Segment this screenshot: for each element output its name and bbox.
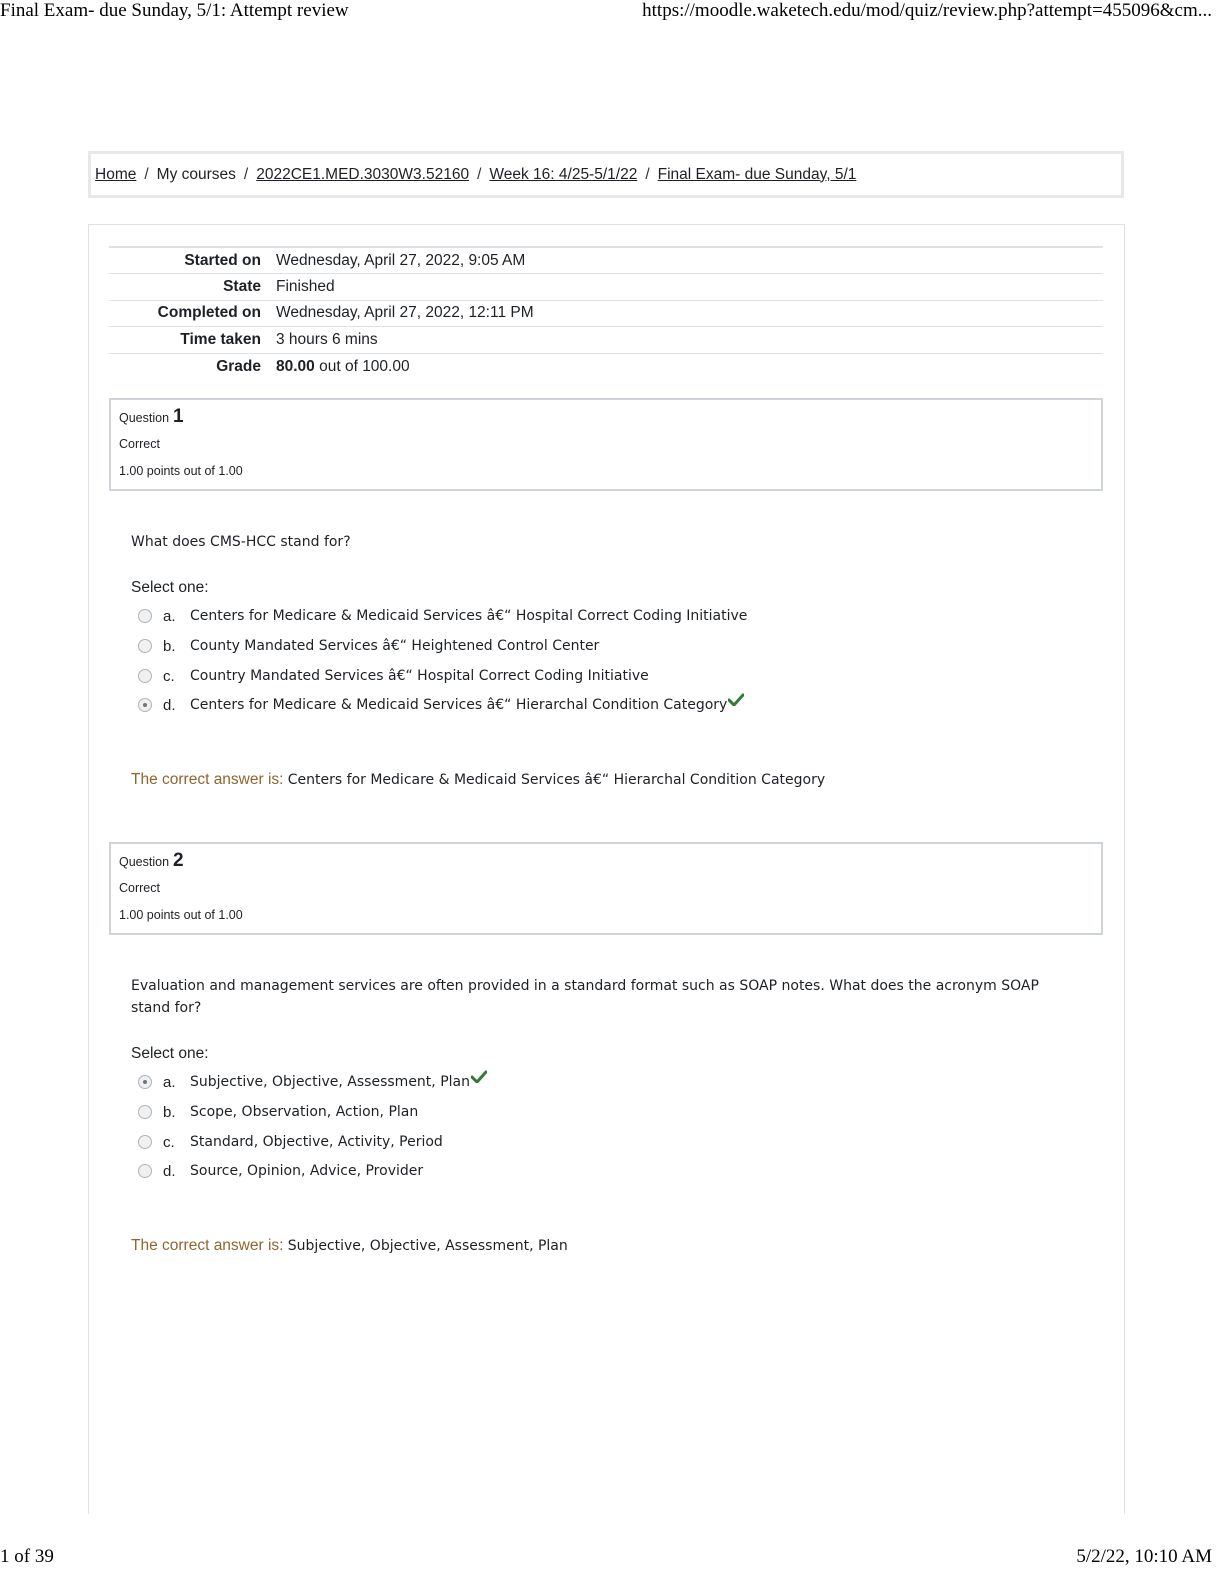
question-info-box [109,842,1103,935]
question-number-value: 1 [173,406,184,427]
answer-text: Source, Opinion, Advice, Provider [190,1163,424,1179]
answer-option[interactable] [138,605,747,627]
breadcrumb-home-link[interactable]: Home [95,165,137,183]
question-text [131,975,1081,1019]
radio-button[interactable] [138,1164,152,1178]
answer-option-selected[interactable] [138,694,744,716]
right-answer-label: The correct answer is: [131,1237,288,1254]
answer-letter: c. [163,667,175,685]
summary-value: Finished [276,277,335,295]
right-answer [131,1237,568,1255]
print-page-title: Final Exam- due Sunday, 5/1: Attempt review [0,0,349,21]
question-text-line: stand for? [131,1000,202,1016]
breadcrumb-course-link[interactable]: 2022CE1.MED.3030W3.52160 [256,165,470,183]
summary-label: Completed on [157,304,261,322]
answer-option[interactable] [138,635,599,657]
question-text: What does CMS-HCC stand for? [131,534,351,550]
breadcrumb-separator: / [144,165,149,183]
radio-button-checked[interactable] [138,698,152,712]
answer-letter: c. [163,1133,175,1151]
question-grade: 1.00 points out of 1.00 [119,464,243,478]
answer-letter: d. [163,696,176,714]
grade-score: 80.00 [276,357,315,375]
right-answer-text: Centers for Medicare & Medicaid Services â€“ Hierarchal Condition Category [287,772,826,788]
breadcrumb-separator: / [477,165,482,183]
answer-option[interactable] [138,1160,423,1182]
radio-button[interactable] [138,1135,152,1149]
correct-check-icon [471,1070,487,1086]
summary-label: Time taken [180,331,261,349]
print-page-url: https://moodle.waketech.edu/mod/quiz/review.php?attempt=455096&cm... [642,0,1212,21]
answer-option-selected[interactable] [138,1071,487,1093]
right-answer-label: The correct answer is: [131,771,288,788]
breadcrumb-quiz-link[interactable]: Final Exam- due Sunday, 5/1 [657,165,857,183]
answer-letter: b. [163,1103,176,1121]
answer-option[interactable] [138,1101,418,1123]
attempt-summary-table [109,246,1103,380]
radio-button[interactable] [138,1105,152,1119]
answer-text: Scope, Observation, Action, Plan [190,1104,419,1120]
answer-option[interactable] [138,1131,443,1153]
select-one-prompt: Select one: [131,1045,209,1062]
answer-text: Centers for Medicare & Medicaid Services â€“ Hierarchal Condition Category [190,697,728,713]
breadcrumb-my-courses: My courses [156,165,236,183]
summary-value: Wednesday, April 27, 2022, 9:05 AM [276,251,526,269]
question-label: Question [119,855,170,869]
question-grade: 1.00 points out of 1.00 [119,908,243,922]
grade-out-of: out of 100.00 [314,357,410,375]
answer-text: Centers for Medicare & Medicaid Services â€“ Hospital Correct Coding Initiative [190,608,748,624]
summary-label: Started on [184,251,261,269]
summary-value: Wednesday, April 27, 2022, 12:11 PM [276,304,534,322]
summary-label: State [223,277,261,295]
question-state: Correct [119,881,160,895]
breadcrumb-week-link[interactable]: Week 16: 4/25-5/1/22 [489,165,638,183]
breadcrumb-separator: / [243,165,249,183]
answer-text: Subjective, Objective, Assessment, Plan [190,1074,470,1090]
answer-letter: d. [163,1162,176,1180]
radio-button[interactable] [138,609,152,623]
summary-value: 3 hours 6 mins [276,331,378,349]
question-number [119,850,184,872]
question-label: Question [119,411,170,425]
print-datetime: 5/2/22, 10:10 AM [1076,1546,1212,1567]
radio-button[interactable] [138,669,152,683]
summary-value [276,353,1103,380]
answer-letter: a. [163,1073,176,1091]
question-state: Correct [119,437,160,451]
answer-text: County Mandated Services â€“ Heightened Control Center [190,638,600,654]
print-footer [0,1546,1224,1570]
breadcrumb [88,151,1124,198]
select-one-prompt: Select one: [131,579,209,596]
summary-row-state [109,274,1103,301]
answer-text: Standard, Objective, Activity, Period [190,1134,443,1150]
question-info-box [109,398,1103,491]
breadcrumb-separator: / [645,165,650,183]
summary-row-started [109,247,1103,274]
right-answer-text: Subjective, Objective, Assessment, Plan [287,1238,568,1254]
question-text-line: Evaluation and management services are often provided in a standard format such as SOAP notes. What does the acronym SOAP [131,978,1039,994]
correct-check-icon [728,693,744,709]
radio-button-checked[interactable] [138,1075,152,1089]
question-number-value: 2 [173,850,184,871]
print-header [0,0,1224,24]
question-number [119,406,184,428]
summary-row-time [109,327,1103,354]
answer-text: Country Mandated Services â€“ Hospital Correct Coding Initiative [190,668,649,684]
summary-row-completed [109,300,1103,327]
answer-letter: a. [163,607,176,625]
summary-label: Grade [216,357,261,375]
right-answer [131,771,825,789]
radio-button[interactable] [138,639,152,653]
summary-row-grade [109,353,1103,380]
answer-letter: b. [163,637,176,655]
answer-option[interactable] [138,665,649,687]
print-page-count: 1 of 39 [0,1546,54,1567]
